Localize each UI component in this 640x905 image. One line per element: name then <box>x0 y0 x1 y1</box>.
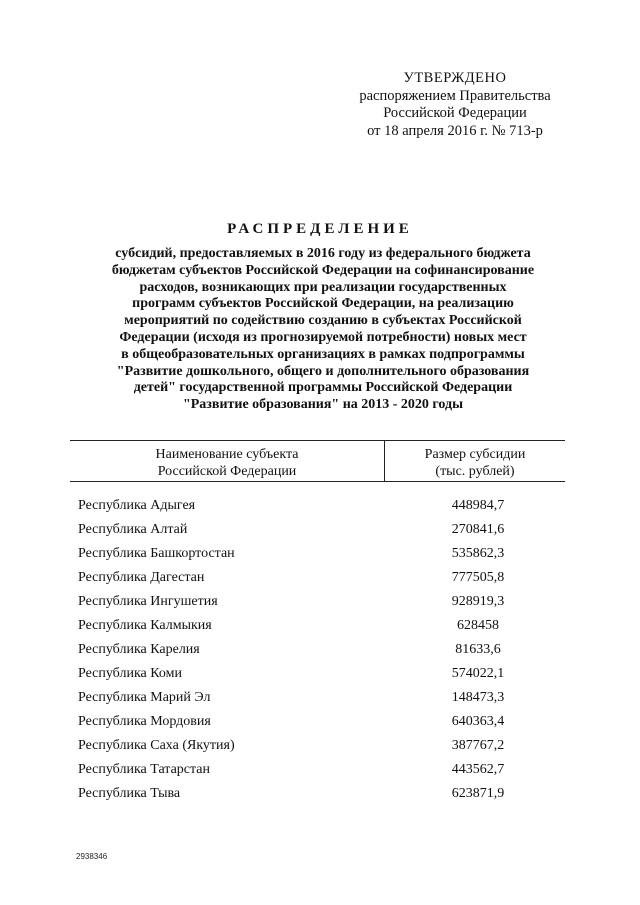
approval-heading: УТВЕРЖДЕНО <box>403 70 507 86</box>
subsidy-amount: 640363,4 <box>451 714 505 729</box>
approval-line: от 18 апреля 2016 г. № 713-р <box>367 122 543 139</box>
table-row <box>0 785 640 809</box>
region-name: Республика Ингушетия <box>78 594 218 609</box>
subsidy-amount: 777505,8 <box>451 570 505 585</box>
subsidy-amount: 628458 <box>457 618 499 633</box>
subsidy-amount: 148473,3 <box>451 690 505 705</box>
region-name: Республика Саха (Якутия) <box>78 738 235 753</box>
approval-line: распоряжением Правительства <box>359 87 551 104</box>
column-header-region: Наименование субъекта Российской Федерации <box>155 447 299 479</box>
subsidy-amount: 623871,9 <box>451 786 505 801</box>
approval-stamp <box>330 70 580 140</box>
document-code: 2938346 <box>76 852 108 861</box>
table-row <box>0 689 640 713</box>
table-header <box>70 440 565 482</box>
table-row <box>0 593 640 617</box>
table-header-rule <box>70 481 565 482</box>
document-title: РАСПРЕДЕЛЕНИЕ <box>227 221 413 237</box>
subsidy-table-body <box>0 497 640 809</box>
region-name: Республика Тыва <box>78 786 181 801</box>
region-name: Республика Карелия <box>78 642 200 657</box>
table-row <box>0 665 640 689</box>
table-row <box>0 569 640 593</box>
table-row <box>0 545 640 569</box>
region-name: Республика Коми <box>78 666 182 681</box>
region-name: Республика Дагестан <box>78 570 205 585</box>
region-name: Республика Татарстан <box>78 762 211 777</box>
subsidy-amount: 574022,1 <box>451 666 505 681</box>
region-name: Республика Мордовия <box>78 714 211 729</box>
subsidy-amount: 387767,2 <box>451 738 505 753</box>
subsidy-amount: 81633,6 <box>455 642 501 657</box>
table-row <box>0 521 640 545</box>
subsidy-amount: 270841,6 <box>451 522 505 537</box>
approval-line: Российской Федерации <box>383 105 527 121</box>
subsidy-amount: 448984,7 <box>451 498 505 513</box>
region-name: Республика Башкортостан <box>78 546 235 561</box>
subsidy-amount: 928919,3 <box>451 594 505 609</box>
table-row <box>0 761 640 785</box>
column-header-amount: Размер субсидии (тыс. рублей) <box>424 447 526 479</box>
document-subtitle: субсидий, предоставляемых в 2016 году из федерального бюджета бюджетам субъектов Российской Федерации на софинансирование расходов, возникающих при реализации государственных программ субъектов Российской Федерации, на реализацию мероприятий по содействию созданию в субъектах Российской Федерации (исходя из прогнозируемой потребности) новых мест в общеобразовательных организациях в рамках подпрограммы "Развитие дошкольного, общего и дополнительного образования детей" государственной программы Российской Федерации "Развитие образования" на 2013 - 2020 годы <box>111 246 535 413</box>
table-row <box>0 497 640 521</box>
table-row <box>0 713 640 737</box>
table-top-rule <box>70 440 565 441</box>
table-row <box>0 641 640 665</box>
region-name: Республика Калмыкия <box>78 618 212 633</box>
table-row <box>0 737 640 761</box>
subsidy-amount: 443562,7 <box>451 762 505 777</box>
region-name: Республика Алтай <box>78 522 188 537</box>
region-name: Республика Адыгея <box>78 498 196 513</box>
table-row <box>0 617 640 641</box>
subsidy-amount: 535862,3 <box>451 546 505 561</box>
region-name: Республика Марий Эл <box>78 690 211 705</box>
